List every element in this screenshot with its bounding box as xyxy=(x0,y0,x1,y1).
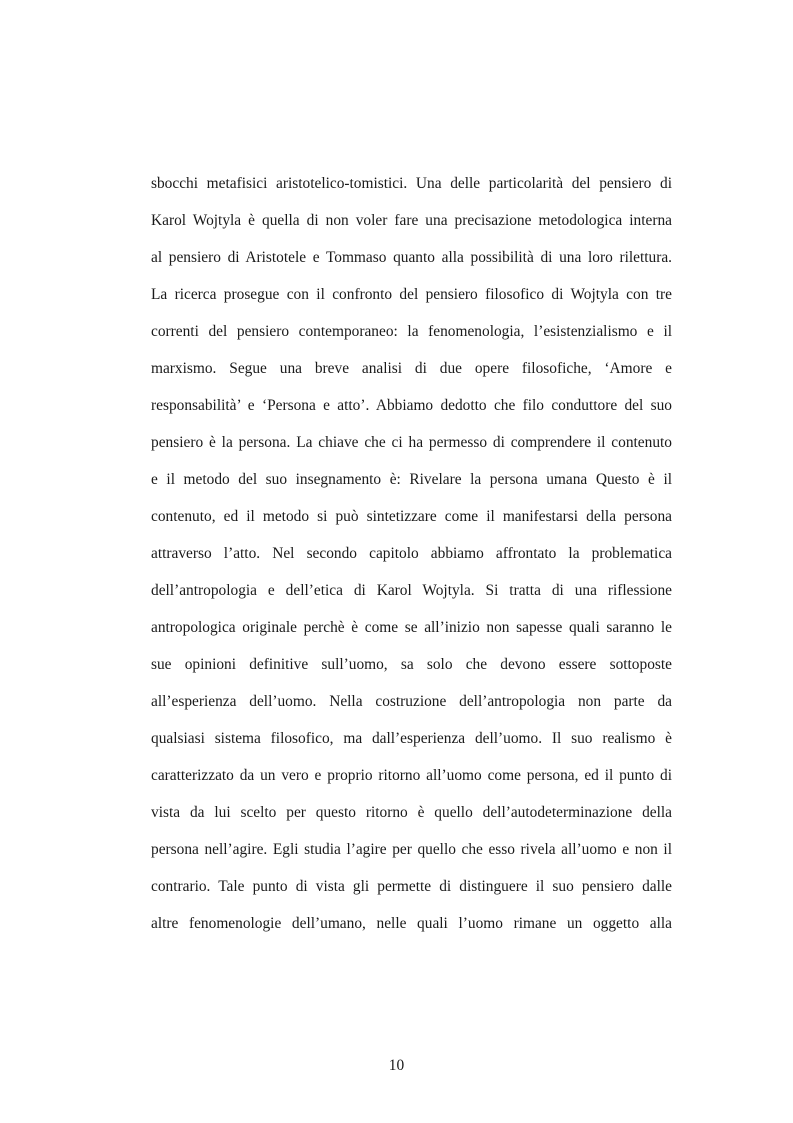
text-line: attraverso l’atto. Nel secondo capitolo abbiamo affrontato la problematica xyxy=(151,545,672,562)
text-line: e il metodo del suo insegnamento è: Rivelare la persona umana Questo è il xyxy=(151,471,672,488)
text-line: altre fenomenologie dell’umano, nelle quali l’uomo rimane un oggetto alla xyxy=(151,915,672,932)
text-line: vista da lui scelto per questo ritorno è quello dell’autodeterminazione della xyxy=(151,804,672,821)
text-line: responsabilità’ e ‘Persona e atto’. Abbiamo dedotto che filo conduttore del suo xyxy=(151,397,672,414)
text-line: La ricerca prosegue con il confronto del pensiero filosofico di Wojtyla con tre xyxy=(151,286,672,303)
text-line: sbocchi metafisici aristotelico-tomistici. Una delle particolarità del pensiero di xyxy=(151,175,672,192)
text-line: caratterizzato da un vero e proprio ritorno all’uomo come persona, ed il punto di xyxy=(151,767,672,784)
text-line: all’esperienza dell’uomo. Nella costruzione dell’antropologia non parte da xyxy=(151,693,672,710)
text-line: contenuto, ed il metodo si può sintetizzare come il manifestarsi della persona xyxy=(151,508,672,525)
text-line: pensiero è la persona. La chiave che ci ha permesso di comprendere il contenuto xyxy=(151,434,672,451)
text-line: marxismo. Segue una breve analisi di due opere filosofiche, ‘Amore e xyxy=(151,360,672,377)
text-line: persona nell’agire. Egli studia l’agire per quello che esso rivela all’uomo e non il xyxy=(151,841,672,858)
text-line: al pensiero di Aristotele e Tommaso quanto alla possibilità di una loro rilettura. xyxy=(151,249,672,266)
text-line: contrario. Tale punto di vista gli permette di distinguere il suo pensiero dalle xyxy=(151,878,672,895)
text-line: qualsiasi sistema filosofico, ma dall’esperienza dell’uomo. Il suo realismo è xyxy=(151,730,672,747)
text-line: antropologica originale perchè è come se all’inizio non sapesse quali saranno le xyxy=(151,619,672,636)
text-line: correnti del pensiero contemporaneo: la fenomenologia, l’esistenzialismo e il xyxy=(151,323,672,340)
text-line: sue opinioni definitive sull’uomo, sa solo che devono essere sottoposte xyxy=(151,656,672,673)
body-paragraph xyxy=(151,165,672,942)
text-line: Karol Wojtyla è quella di non voler fare una precisazione metodologica interna xyxy=(151,212,672,229)
page-number: 10 xyxy=(388,1057,405,1074)
text-line: dell’antropologia e dell’etica di Karol Wojtyla. Si tratta di una riflessione xyxy=(151,582,672,599)
